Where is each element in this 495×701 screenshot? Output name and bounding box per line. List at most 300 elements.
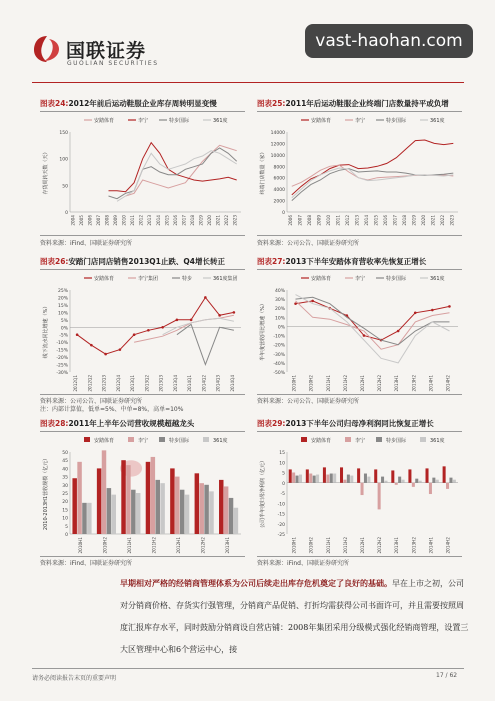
- legend-label: 特步国际: [386, 276, 407, 282]
- x-tick-label: 2013Q2: [144, 375, 150, 392]
- series-bar: [367, 477, 370, 483]
- y-tick-label: -25: [277, 533, 285, 538]
- x-tick-label: 2014H1: [428, 537, 434, 554]
- series-bar: [72, 478, 76, 534]
- series-bar: [381, 477, 384, 483]
- figure-bottom-rule: [257, 394, 462, 395]
- legend-label: 李宁: [355, 438, 366, 444]
- y-tick-label: 5: [282, 471, 285, 477]
- page-number: 17 / 62: [436, 672, 458, 679]
- legend-swatch: [203, 437, 209, 442]
- y-tick-label: 0: [282, 211, 285, 216]
- x-tick-label: 2012H1: [175, 537, 181, 554]
- x-tick-label: 2011H1: [127, 537, 133, 554]
- x-tick-label: 2008: [104, 215, 110, 226]
- legend-swatch: [159, 437, 165, 442]
- x-tick-label: 2017: [392, 215, 398, 226]
- series-line: [109, 148, 237, 199]
- figure-title: [40, 256, 225, 270]
- series-bar: [112, 495, 116, 534]
- series-line: [292, 140, 454, 195]
- series-bar: [82, 503, 86, 534]
- legend-swatch: [420, 437, 426, 442]
- y-tick-label: 10000: [270, 153, 285, 159]
- figure-tag: 图表27:: [257, 257, 286, 266]
- figure-bottom-rule: [40, 235, 245, 236]
- x-tick-label: 2011H2: [342, 537, 348, 554]
- legend-item: [420, 275, 445, 282]
- y-tick-label: 20: [62, 500, 68, 506]
- y-tick-label: 10: [279, 461, 285, 467]
- legend-label: 361度集团: [213, 276, 238, 282]
- y-tick-label: 10%: [57, 311, 68, 317]
- figure-24-chart: [40, 114, 245, 234]
- y-tick-label: -20: [277, 522, 285, 528]
- x-tick-label: 2014H2: [445, 375, 451, 392]
- x-tick-label: 2010: [121, 215, 127, 226]
- series-point: [119, 348, 122, 351]
- series-point: [104, 353, 107, 356]
- figure-tag: 图表25:: [257, 99, 286, 108]
- y-axis-label: 终端门店数量（家）: [260, 149, 266, 195]
- series-point: [233, 311, 236, 314]
- figure-title-text: 安踏门店同店销售2013Q1止跌、Q4增长转正: [68, 257, 225, 266]
- figure-notes: 注：内部计算值，低单=5%、中单=8%，高单=10%: [40, 406, 184, 413]
- series-point: [147, 329, 150, 332]
- series-bar: [323, 467, 326, 482]
- paragraph-text: 早在上市之初，公司对分销商价格、存货实行强管理，分销商产品促销、打折均需获得公司书面许可，并且需要按照周度汇报库存水平，同时鼓励分销商设自营店铺：2008年集团采用分级模式强化经销商管理，设置三大区管理中心和6个营运中心，接: [120, 579, 469, 654]
- x-tick-label: 2012H1: [359, 375, 365, 392]
- series-bar: [102, 450, 106, 534]
- y-tick-label: 2000: [273, 199, 285, 205]
- x-tick-label: 2011H1: [325, 375, 331, 392]
- series-point: [414, 311, 417, 314]
- figure-source: 资料来源：公司公告、国联证券研究所: [257, 240, 360, 247]
- y-tick-label: 150: [59, 131, 68, 136]
- y-tick-label: -30%: [56, 371, 68, 376]
- series-line: [296, 295, 450, 363]
- x-tick-label: 2013H1: [224, 537, 230, 554]
- x-tick-label: 2013Q4: [172, 375, 178, 392]
- legend-item: [376, 275, 407, 282]
- figure-title-rule: [40, 431, 245, 432]
- series-bar: [412, 483, 415, 487]
- y-tick-label: -5: [280, 492, 285, 497]
- x-tick-label: 2010H2: [102, 537, 108, 554]
- series-bar: [391, 470, 394, 482]
- figure-title-rule: [40, 269, 245, 270]
- x-tick-label: 2012Q4: [115, 375, 121, 392]
- figure-25-chart: [257, 114, 462, 234]
- figure-tag: 图表29:: [257, 419, 286, 428]
- x-tick-label: 2014: [363, 215, 369, 226]
- legend-label: 特步国际: [169, 118, 190, 124]
- legend-label: 特步国际: [386, 118, 407, 124]
- x-tick-label: 2019: [411, 215, 417, 226]
- series-point: [90, 344, 93, 347]
- series-point: [431, 309, 434, 312]
- x-tick-label: 2013H1: [394, 537, 400, 554]
- series-bar: [361, 483, 364, 495]
- x-tick-label: 2013Q1: [130, 375, 136, 392]
- footer-divider: [32, 668, 464, 669]
- series-line: [77, 298, 234, 355]
- y-axis-label: 2010-2013H1营收规模（亿元）: [43, 455, 49, 531]
- y-tick-label: 14000: [270, 131, 285, 136]
- y-tick-label: -5%: [59, 333, 68, 339]
- x-tick-label: 2009: [316, 215, 322, 226]
- x-tick-label: 2012Q3: [101, 375, 107, 392]
- y-tick-label: 0%: [60, 326, 68, 332]
- series-bar: [343, 480, 346, 483]
- series-point: [133, 333, 136, 336]
- series-point: [190, 319, 193, 322]
- figure-title: [257, 418, 434, 432]
- x-tick-label: 2012H2: [200, 537, 206, 554]
- figure-29: [257, 418, 462, 568]
- series-bar: [156, 480, 160, 534]
- series-bar: [432, 478, 435, 483]
- x-tick-label: 2012H1: [359, 537, 365, 554]
- figure-title: [257, 256, 426, 270]
- legend-label: 安踏体育: [94, 118, 115, 124]
- legend-item: [301, 437, 331, 444]
- series-bar: [151, 457, 155, 534]
- legend-label: 361度: [430, 276, 445, 282]
- legend-swatch: [345, 437, 351, 442]
- series-point: [76, 333, 79, 336]
- y-tick-label: 8000: [273, 165, 285, 171]
- figure-title: [40, 418, 194, 432]
- series-bar: [146, 462, 150, 534]
- figure-bottom-rule: [40, 556, 245, 557]
- series-bar: [453, 480, 456, 483]
- legend-item: [84, 437, 114, 444]
- series-bar: [107, 488, 111, 534]
- x-tick-label: 2013H2: [411, 375, 417, 392]
- y-tick-label: 50: [62, 184, 68, 190]
- x-tick-label: 2016: [382, 215, 388, 226]
- series-point: [448, 305, 451, 308]
- legend-label: 特步国际: [386, 438, 407, 444]
- x-tick-label: 2005: [78, 215, 84, 226]
- figure-source: 资料来源：iFind、国联证券研究所: [40, 240, 132, 247]
- series-bar: [224, 486, 228, 534]
- y-tick-label: 15: [279, 451, 285, 456]
- legend-item: [203, 437, 228, 444]
- series-bar: [306, 469, 309, 482]
- x-tick-label: 2016: [172, 215, 178, 226]
- figure-title-rule: [257, 269, 462, 270]
- series-bar: [364, 474, 367, 483]
- legend-swatch: [128, 437, 134, 442]
- paragraph-lead: 早期相对严格的经销商管理体系为公司后续走出库存危机奠定了良好的基础。: [120, 578, 392, 588]
- y-axis-label: 线下流水同比增速（%）: [43, 303, 49, 359]
- figure-title-rule: [257, 431, 462, 432]
- y-tick-label: -10%: [56, 341, 68, 347]
- series-bar: [374, 469, 377, 482]
- x-tick-label: 2013: [147, 215, 153, 226]
- series-bar: [398, 477, 401, 483]
- x-tick-label: 2022: [439, 215, 445, 226]
- figure-title-text: 2011年上半年公司营收规模超越龙头: [68, 419, 195, 428]
- series-bar: [419, 481, 422, 483]
- x-tick-label: 2021: [215, 215, 221, 226]
- y-axis-label: 存货周转天数（天）: [43, 149, 49, 195]
- legend-item: [420, 117, 445, 124]
- legend-label: 特步: [182, 276, 193, 282]
- figure-title-text: 2011年后运动鞋服企业终端门店数量持平或负增: [285, 99, 449, 108]
- y-tick-label: 30: [62, 483, 68, 489]
- x-tick-label: 2020: [420, 215, 426, 226]
- x-tick-label: 2004: [70, 215, 76, 226]
- legend-item: [128, 437, 148, 444]
- legend-label: 安踏体育: [311, 438, 332, 444]
- y-tick-label: 15%: [57, 303, 68, 309]
- legend-item: [128, 117, 148, 124]
- x-tick-label: 2022: [224, 215, 230, 226]
- figure-title-text: 2013下半年公司归母净利润同比恢复正增长: [285, 419, 434, 428]
- series-point: [204, 296, 207, 299]
- y-tick-label: 0: [65, 211, 68, 216]
- y-tick-label: 10: [62, 516, 68, 522]
- legend-item: [203, 275, 238, 282]
- series-point: [218, 314, 221, 317]
- x-tick-label: 2008: [306, 215, 312, 226]
- legend-label: 安踏体育: [311, 118, 332, 124]
- x-tick-label: 2020: [207, 215, 213, 226]
- x-tick-label: 2013: [354, 215, 360, 226]
- figure-27: [257, 256, 462, 406]
- figure-27-chart: [257, 272, 462, 394]
- figure-bottom-rule: [257, 556, 462, 557]
- watermark-badge: vast-haohan.com: [305, 24, 473, 58]
- legend-label: 安踏体育: [94, 276, 115, 282]
- y-tick-label: 4000: [273, 188, 285, 194]
- x-tick-label: 2010H1: [291, 375, 297, 392]
- figure-title: [257, 98, 449, 112]
- figure-29-chart: [257, 434, 462, 556]
- series-bar: [185, 495, 189, 534]
- x-tick-label: 2015: [373, 215, 379, 226]
- series-bar: [299, 475, 302, 483]
- series-bar: [87, 503, 91, 534]
- figure-source: 资料来源：公司公告、国联证券研究所: [40, 398, 143, 405]
- y-tick-label: 10%: [274, 316, 285, 322]
- series-bar: [180, 490, 184, 534]
- y-tick-label: -20%: [56, 356, 68, 362]
- x-tick-label: 2014: [155, 215, 161, 226]
- x-tick-label: 2018: [189, 215, 195, 226]
- figure-25: [257, 98, 462, 248]
- figure-26: [40, 256, 245, 411]
- series-bar: [126, 465, 130, 534]
- legend-item: [84, 275, 114, 282]
- series-bar: [175, 477, 179, 534]
- x-tick-label: 2010H2: [308, 375, 314, 392]
- x-tick-label: 2013Q3: [158, 375, 164, 392]
- series-bar: [131, 490, 135, 534]
- series-bar: [97, 468, 101, 534]
- y-tick-label: 25: [62, 492, 68, 497]
- legend-swatch: [301, 437, 307, 442]
- series-bar: [170, 468, 174, 534]
- y-tick-label: -15: [277, 512, 285, 518]
- y-tick-label: 6000: [273, 176, 285, 182]
- series-bar: [195, 473, 199, 534]
- y-tick-label: 30%: [274, 298, 285, 304]
- y-tick-label: -20%: [273, 343, 285, 349]
- legend-label: 361度: [430, 118, 445, 124]
- legend-item: [172, 275, 192, 282]
- series-bar: [326, 475, 329, 483]
- footer-disclaimer: 请务必阅读报告末页的重要声明: [32, 675, 117, 682]
- x-tick-label: 2010H2: [308, 537, 314, 554]
- x-tick-label: 2010H1: [291, 537, 297, 554]
- series-bar: [408, 469, 411, 482]
- series-point: [363, 334, 366, 337]
- y-tick-label: -30%: [273, 352, 285, 358]
- x-tick-label: 2012: [138, 215, 144, 226]
- figure-28-chart: [40, 434, 245, 556]
- series-bar: [378, 483, 381, 510]
- legend-item: [128, 275, 158, 282]
- y-tick-label: 20%: [57, 296, 68, 302]
- y-tick-label: -25%: [56, 363, 68, 369]
- figure-28: [40, 418, 245, 568]
- series-point: [176, 319, 179, 322]
- figure-title-text: 2013下半年安踏体育营收率先恢复正增长: [285, 257, 427, 266]
- y-tick-label: 0: [65, 533, 68, 538]
- x-tick-label: 2013H1: [394, 375, 400, 392]
- series-bar: [121, 460, 125, 534]
- y-tick-label: -50%: [273, 371, 285, 376]
- y-tick-label: 5: [65, 524, 68, 530]
- y-tick-label: 50: [62, 451, 68, 456]
- figure-26-chart: [40, 272, 245, 394]
- legend-label: 李宁: [355, 276, 366, 282]
- legend-swatch: [376, 437, 382, 442]
- legend-item: [345, 437, 365, 444]
- series-bar: [234, 508, 238, 534]
- legend-label: 李宁: [138, 438, 149, 444]
- series-bar: [219, 480, 223, 534]
- series-bar: [229, 498, 233, 534]
- series-bar: [347, 475, 350, 483]
- series-line: [109, 143, 237, 192]
- y-tick-label: 5%: [60, 318, 68, 324]
- y-tick-label: 0%: [277, 325, 285, 331]
- legend-item: [420, 437, 445, 444]
- x-tick-label: 2007: [95, 215, 101, 226]
- x-tick-label: 2011: [130, 215, 136, 226]
- y-tick-label: 25%: [57, 289, 68, 294]
- legend-label: 李宁: [355, 118, 366, 124]
- figure-bottom-rule: [40, 394, 245, 395]
- figure-title-rule: [257, 111, 462, 112]
- x-tick-label: 2014Q1: [187, 375, 193, 392]
- series-bar: [384, 481, 387, 483]
- y-tick-label: 15: [62, 508, 68, 514]
- series-bar: [289, 469, 292, 482]
- y-tick-label: 40: [62, 467, 68, 473]
- x-tick-label: 2011H2: [342, 375, 348, 392]
- series-bar: [340, 467, 343, 482]
- x-tick-label: 2014Q2: [201, 375, 207, 392]
- series-point: [311, 300, 314, 303]
- legend-item: [301, 275, 331, 282]
- series-bar: [136, 493, 140, 534]
- legend-swatch: [84, 437, 90, 442]
- series-bar: [292, 473, 295, 483]
- legend-item: [376, 437, 407, 444]
- legend-label: 安踏体育: [94, 438, 115, 444]
- legend-item: [84, 117, 114, 124]
- series-line: [292, 165, 454, 186]
- series-bar: [436, 480, 439, 483]
- series-line: [292, 168, 454, 198]
- figure-title-text: 2012年前后运动鞋服企业库存周转明显变慢: [68, 99, 217, 108]
- figure-title-rule: [40, 111, 245, 112]
- x-tick-label: 2013H2: [411, 537, 417, 554]
- logo-chinese-text: 国联证券: [66, 40, 147, 62]
- x-tick-label: 2011H1: [325, 537, 331, 554]
- legend-item: [159, 437, 190, 444]
- legend-item: [376, 117, 407, 124]
- series-bar: [313, 476, 316, 483]
- y-tick-label: -10: [277, 502, 285, 508]
- legend-label: 特步国际: [169, 438, 190, 444]
- x-tick-label: 2018: [401, 215, 407, 226]
- series-bar: [333, 474, 336, 483]
- figure-bottom-rule: [257, 235, 462, 236]
- series-line: [177, 324, 234, 364]
- legend-label: 李宁: [138, 118, 149, 124]
- x-tick-label: 2014H2: [445, 537, 451, 554]
- y-tick-label: 0: [282, 481, 285, 487]
- series-bar: [209, 491, 213, 534]
- guolian-logo-icon: [32, 34, 62, 64]
- x-tick-label: 2021: [430, 215, 436, 226]
- series-bar: [160, 483, 164, 534]
- y-tick-label: -15%: [56, 348, 68, 354]
- x-tick-label: 2006: [87, 215, 93, 226]
- series-bar: [426, 468, 429, 482]
- series-bar: [309, 474, 312, 483]
- x-tick-label: 2009: [113, 215, 119, 226]
- x-tick-label: 2023: [449, 215, 455, 226]
- x-tick-label: 2010: [325, 215, 331, 226]
- x-tick-label: 2012Q2: [87, 375, 93, 392]
- x-tick-label: 2012: [344, 215, 350, 226]
- series-bar: [316, 475, 319, 483]
- series-bar: [357, 468, 360, 482]
- figure-tag: 图表28:: [40, 419, 69, 428]
- legend-label: 安踏体育: [311, 276, 332, 282]
- legend-label: 李宁集团: [138, 276, 159, 282]
- legend-item: [159, 117, 190, 124]
- y-tick-label: 100: [59, 157, 68, 163]
- y-tick-label: 35: [62, 475, 68, 481]
- series-bar: [443, 466, 446, 482]
- series-bar: [402, 480, 405, 483]
- series-bar: [350, 476, 353, 483]
- x-tick-label: 2012H2: [377, 375, 383, 392]
- y-axis-label: 半年度营收同比增速（%）: [260, 301, 266, 361]
- series-bar: [330, 474, 333, 483]
- body-paragraph: [120, 572, 470, 661]
- x-tick-label: 2019: [198, 215, 204, 226]
